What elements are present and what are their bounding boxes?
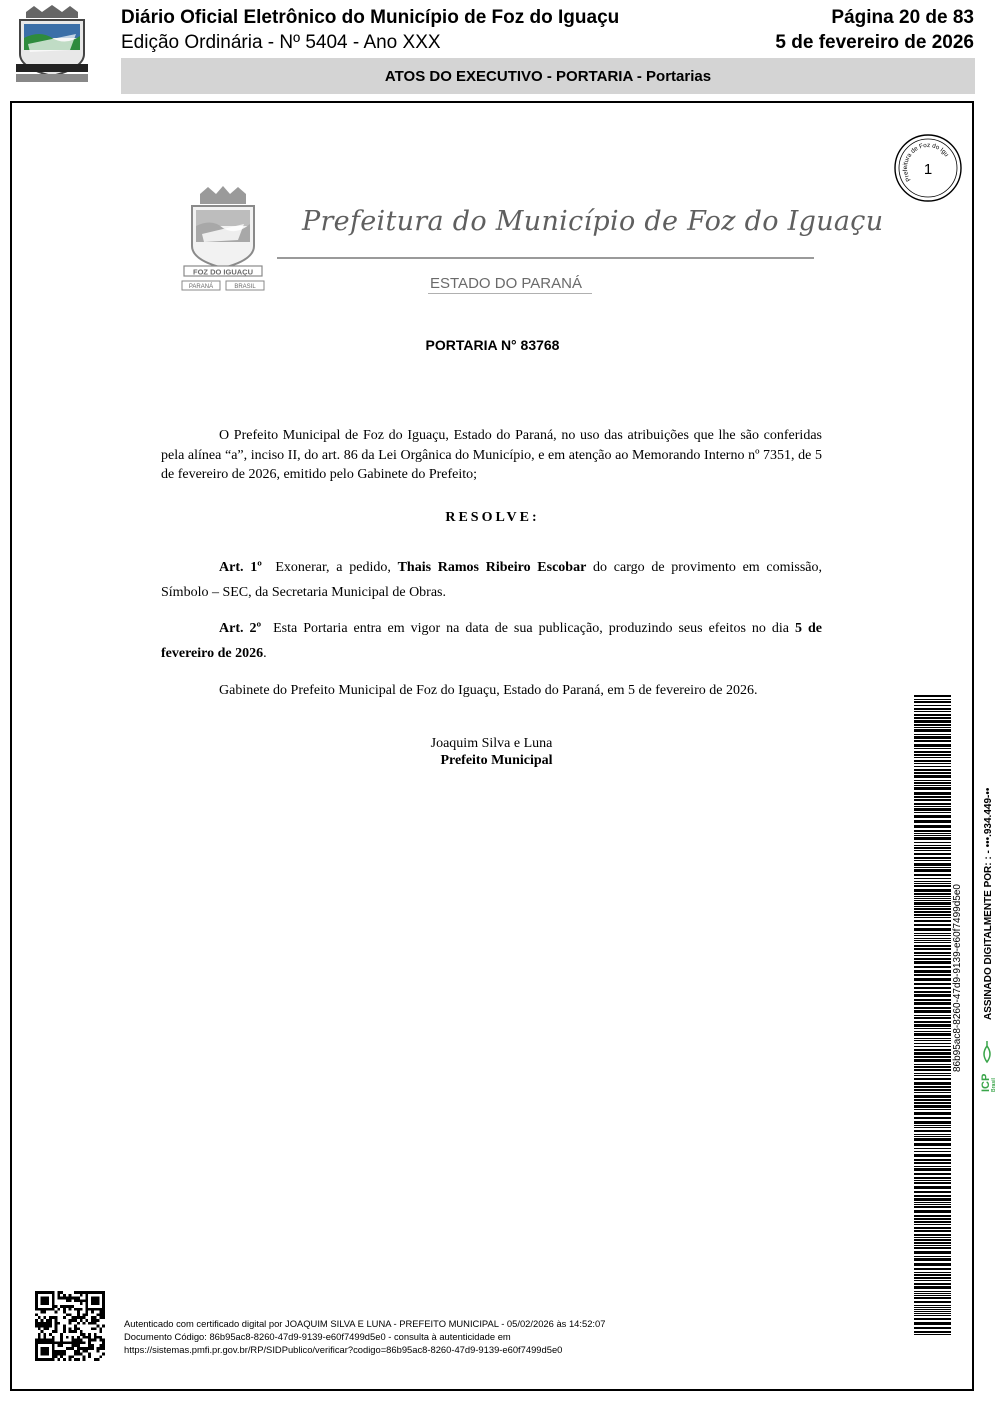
portaria-title: PORTARIA N° 83768: [425, 337, 560, 353]
page-number: Página 20 de 83: [831, 7, 974, 28]
footer-line-3: https://sistemas.pmfi.pr.gov.br/RP/SIDPublico/verificar?codigo=86b95ac8-8260-47d9-9139-e60f7499d5e0: [124, 1344, 563, 1355]
article-1-label: Art. 1º: [219, 560, 262, 575]
intro-paragraph: O Prefeito Municipal de Foz do Iguaçu, Estado do Paraná, no uso das atribuições que lhe são conferidas pela alínea “a”, inciso II, do art. 86 da Lei Orgânica do Município, e em atenção ao Memorando Interno nº 7351, de 5 de fevereiro de 2026, emitido pelo Gabinete do Prefeito;: [161, 428, 822, 482]
article-1-pre: Exonerar, a pedido,: [275, 560, 391, 575]
letterhead-state-underline: [428, 293, 592, 294]
article-2-post: .: [263, 646, 267, 661]
seal-number: 1: [923, 161, 933, 178]
icp-logo-text: ICP: [980, 1073, 992, 1092]
footer-line-1: Autenticado com certificado digital por JOAQUIM SILVA E LUNA - PREFEITO MUNICIPAL - 05/02/2026 às 14:52:07: [124, 1318, 606, 1329]
document-code-vertical: 86b95ac8-8260-47d9-9139-e60f7499d5e0: [952, 884, 963, 1072]
signer-name: Joaquim Silva e Luna: [430, 736, 553, 751]
header-date: 5 de fevereiro de 2026: [775, 32, 974, 53]
icp-brasil-logo: [977, 1040, 997, 1092]
closing-paragraph: Gabinete do Prefeito Municipal de Foz do Iguaçu, Estado do Paraná, em 5 de fevereiro de 2026.: [219, 683, 758, 698]
digital-signature-notice: ASSINADO DIGITALMENTE POR: : - •••.934.449-••: [983, 787, 994, 1020]
article-1-name: Thais Ramos Ribeiro Escobar: [397, 560, 587, 575]
crest-banner-text: FOZ DO IGUAÇU: [193, 267, 253, 277]
header-edition: Edição Ordinária - Nº 5404 - Ano XXX: [121, 32, 441, 53]
page-seal: [893, 133, 963, 203]
barcode-icon: [914, 695, 951, 1335]
article-2-pre: Esta Portaria entra em vigor na data de sua publicação, produzindo seus efeitos no dia: [273, 621, 789, 636]
footer-line-2: Documento Código: 86b95ac8-8260-47d9-9139-e60f7499d5e0 - consulta à autenticidade em: [124, 1331, 511, 1342]
municipal-crest-icon: [10, 4, 94, 86]
letterhead-crest-icon: [178, 184, 268, 296]
signer-role: Prefeito Municipal: [440, 753, 553, 768]
crest-left-text: PARANÁ: [188, 284, 214, 290]
crest-right-text: BRASIL: [234, 284, 256, 290]
article-2: [161, 616, 822, 666]
icp-logo-subtext: Brasil: [991, 1078, 997, 1092]
resolve-heading: RESOLVE:: [445, 510, 540, 525]
svg-text:Prefeitura de Foz do Iguaçu: [893, 133, 950, 190]
letterhead-title: Prefeitura do Município de Foz do Iguaçu: [302, 206, 884, 237]
article-1: [161, 555, 822, 605]
qr-code-icon: [35, 1291, 105, 1361]
section-title: ATOS DO EXECUTIVO - PORTARIA - Portarias: [384, 67, 712, 85]
article-2-label: Art. 2º: [219, 621, 262, 636]
seal-text: Prefeitura de Foz do Iguaçu: [901, 141, 950, 183]
authentication-footer: [124, 1317, 605, 1356]
section-bar: [121, 58, 975, 94]
letterhead-state: ESTADO DO PARANÁ: [430, 275, 582, 292]
article-2-date: 5 de fevereiro de 2026: [161, 621, 822, 661]
letterhead-rule: [277, 257, 814, 259]
article-1-post: do cargo de provimento em comissão, Símbolo – SEC, da Secretaria Municipal de Obras.: [161, 560, 823, 600]
header-title: Diário Oficial Eletrônico do Município de Foz do Iguaçu: [121, 7, 620, 28]
